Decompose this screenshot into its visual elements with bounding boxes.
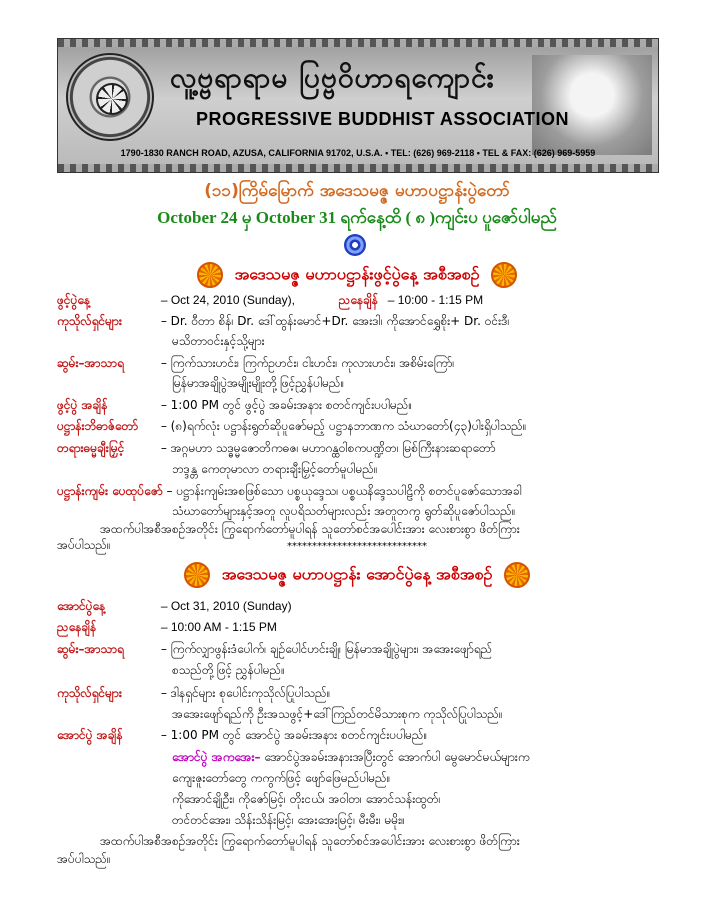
row-label: ကုသိုလ်ရှင်များ (57, 314, 122, 328)
s2-dance-cont3: တင်တင်အေး၊ သိန်းသိန်းမြင့်၊ အေးအေးမြင့်၊ မီးမီး၊ မမိုး။ (172, 813, 405, 827)
row-label: ညနေချိန် (57, 620, 97, 634)
row-extra-label: ညနေချိန် (338, 293, 378, 307)
association-seal-icon (66, 53, 154, 141)
row-value: – ကြက်လျှာဖွန်းဒံပေါက်၊ ချဉ်ပေါင်ဟင်းချို၊ မြန်မာအချိုပွဲများ၊ အအေးဖျော်ရည် (160, 642, 493, 656)
blue-ornament-icon (344, 234, 366, 256)
row-value: – ပဋ္ဌာန်းကျမ်းအစဖြစ်သော ပစ္စယုဒ္ဒေသ၊ ပစ္စယနိဒ္ဒေသပါဠိကို စတင်ပူဇော်သောအခါ (166, 484, 522, 498)
row-value: – 10:00 AM - 1:15 PM (160, 620, 277, 634)
banner-address: 1790-1830 RANCH ROAD, AZUSA, CALIFORNIA 91702, U.S.A. • TEL: (626) 969-2118 • TEL & FAX: (626) 969-5959 (120, 148, 596, 158)
s1-row-recitation (57, 483, 522, 501)
banner-title-burmese: လူ့ဗ္ဗရာရာမ ပြဗ္ဗဝိဟာရကျောင်း (170, 61, 495, 94)
s1-row-meal (57, 355, 454, 373)
row-label: ဆွမ်း–အာသာရ (57, 356, 124, 370)
row-label: ဖွင့်ပွဲနေ့ (57, 293, 91, 307)
section2-heading (0, 562, 714, 588)
s2-row-meal (57, 641, 492, 659)
section-separator: **************************** (287, 541, 427, 552)
s2-dance-line (172, 749, 530, 767)
row-value: – (၈)ရက်လုံး ပဋ္ဌာန်းရွတ်ဆိုပူဇော်မည့် ပဋ္ဌာနဘာဏက သံဃာတော်(၄၃)ပါးရှိပါသည်။ (160, 419, 527, 433)
row-label: ဆွမ်း–အာသာရ (57, 642, 124, 656)
row-value: – 1:00 PM တွင် ဖွင့်ပွဲ အခမ်းအနား စတင်ကျင်းပပါမည်။ (160, 398, 413, 412)
buddha-statue-image (532, 55, 652, 155)
banner-title-english: PROGRESSIVE BUDDHIST ASSOCIATION (196, 109, 570, 129)
header-banner (57, 38, 659, 173)
s2-row-time (57, 619, 277, 637)
row-value: – အဂ္ဂမဟာ သဒ္ဓမ္မဇောတိကဓဇ၊ မဟာဂန္ထဝါစကပဏ္ဍိတ၊ မြစ်ကြီးနားဆရာတော် (160, 441, 496, 455)
s2-row-meal-cont: စသည်တို့ဖြင့် ညွှန်ပါမည်။ (172, 663, 285, 677)
s1-row-recitation-cont: သံဃာတော်များနှင့်အတူ လူပရိသတ်များလည်း အတူတကွ ရွတ်ဆိုပူဇော်ပါသည်။ (172, 504, 516, 518)
s2-row-donors-cont: အအေးဖျော်ရည်ကို ဦးအသဖွင့်+ဒေါ်ကြည်တင်မိသားစုက ကုသိုလ်ပြုပါသည်။ (172, 707, 503, 721)
row-value: – ဒါနရှင်များ စုပေါင်းကုသိုလ်ပြုပါသည်။ (160, 686, 331, 700)
event-dates: October 24 မှ October 31 ရက်နေ့ထိ ( ၈ )ကျင်းပ ပူဇော်ပါမည် (157, 208, 557, 227)
s1-row-reciting-monks (57, 418, 527, 436)
row-value: – ကြက်သားဟင်း၊ ကြက်ဥဟင်း၊ ငါးဟင်း၊ ကုလားဟင်း၊ အစိမ်းကြော်၊ (160, 356, 455, 370)
row-label: အောင်ပွဲ အချိန် (57, 728, 123, 742)
row-value: – 1:00 PM တွင် အောင်ပွဲ အခမ်းအနား စတင်ကျင်းပပါမည်။ (160, 728, 428, 742)
section1-heading (0, 262, 714, 288)
s2-row-victory-time (57, 727, 427, 745)
section2-heading-text: အဒေသမဇ္ဇ မဟာပဋ္ဌာန်း အောင်ပွဲနေ့ အစီအစဉ် (221, 564, 493, 584)
s1-row-dhamma-talk (57, 440, 496, 458)
s1-row-meal-cont: မြန်မာအချိုပွဲအမျိုးမျိုးတို့ဖြင့်ညွှန်ပါမည်။ (172, 376, 345, 390)
s2-closing-line1: အထက်ပါအစီအစဉ်အတိုင်း ကြွရောက်တော်မူပါရန် သူတော်စင်အပေါင်းအား လေးစားစွာ ဖိတ်ကြား (100, 834, 520, 848)
s1-row-opening-day (57, 292, 483, 310)
row-label: ပဋ္ဌာန်းကျမ်း ပေထုပ်ဇော် (57, 484, 163, 498)
row-value: – Dr. ဝီတာ စိန်၊ Dr. ဒေါ်ထွန်းမောင်+Dr. အေးဒါ၊ ကိုအောင်ရွှေစိုး+ Dr. ဝင်းဒီ၊ (160, 314, 510, 328)
dance-text: အောင်ပွဲအခမ်းအနားအပြီးတွင် အောက်ပါ မွေမောင်မယ်များက (260, 750, 530, 764)
s1-closing-line1: အထက်ပါအစီအစဉ်အတိုင်း ကြွရောက်တော်မူပါရန် သူတော်စင်အပေါင်းအား လေးစားစွာ ဖိတ်ကြား (100, 522, 520, 536)
s1-row-donors-cont: မသိတာဝင်းနှင့်သို့များ (172, 334, 265, 348)
s2-dance-cont1: ကျေးဇူးတော်တွေ ကကွက်ဖြင့် ဖျော်ဖြေမည်ပါမည်။ (172, 771, 391, 785)
dharma-wheel-icon (491, 262, 517, 288)
s2-closing-line2: အပ်ပါသည်။ (57, 852, 111, 866)
dharma-wheel-icon (96, 83, 128, 115)
row-label: ဖွင့်ပွဲ အချိန် (57, 398, 108, 412)
s1-row-donors (57, 313, 509, 331)
dharma-wheel-icon (504, 562, 530, 588)
s1-row-dhamma-talk-cont: ဘဒ္ဒန္တ ကေတုမာလာ တရားချီးမြှင့်တော်မူပါမည်။ (172, 462, 378, 476)
section1-heading-text: အဒေသမဇ္ဇ မဟာပဋ္ဌာန်းဖွင့်ပွဲနေ့ အစီအစဉ် (234, 264, 480, 284)
banner-bottom-stripe (58, 164, 658, 172)
row-value: – Oct 31, 2010 (Sunday) (160, 599, 292, 613)
s1-row-opening-time (57, 397, 412, 415)
event-headline: (၁၁)ကြိမ်မြောက် အဒေသမဇ္ဇ မဟာပဋ္ဌာန်းပွဲတော် (204, 181, 510, 201)
row-extra-value: – 10:00 - 1:15 PM (387, 293, 484, 307)
s2-row-victory-day (57, 598, 292, 616)
dance-label: အောင်ပွဲ အကအေး– (172, 750, 261, 764)
dharma-wheel-icon (197, 262, 223, 288)
row-label: ပဋ္ဌာန်းဘိဓာဇ်တော် (57, 419, 139, 433)
row-label: ကုသိုလ်ရှင်များ (57, 686, 122, 700)
dharma-wheel-icon (184, 562, 210, 588)
row-value: – Oct 24, 2010 (Sunday), (160, 293, 295, 307)
s1-closing-line2: အပ်ပါသည်။ (57, 538, 111, 552)
row-label: အောင်ပွဲနေ့ (57, 599, 106, 613)
s2-dance-cont2: ကိုအောင်ချိုဦး၊ ကိုဇော်မြင့်၊ တိုးငယ်၊ အဝါတ၊ အောင်သန်းထွတ်၊ (172, 792, 441, 806)
row-label: တရားဓမ္မချီးမြှင့် (57, 441, 125, 455)
s2-row-donors (57, 685, 330, 703)
banner-top-stripe (58, 39, 658, 47)
